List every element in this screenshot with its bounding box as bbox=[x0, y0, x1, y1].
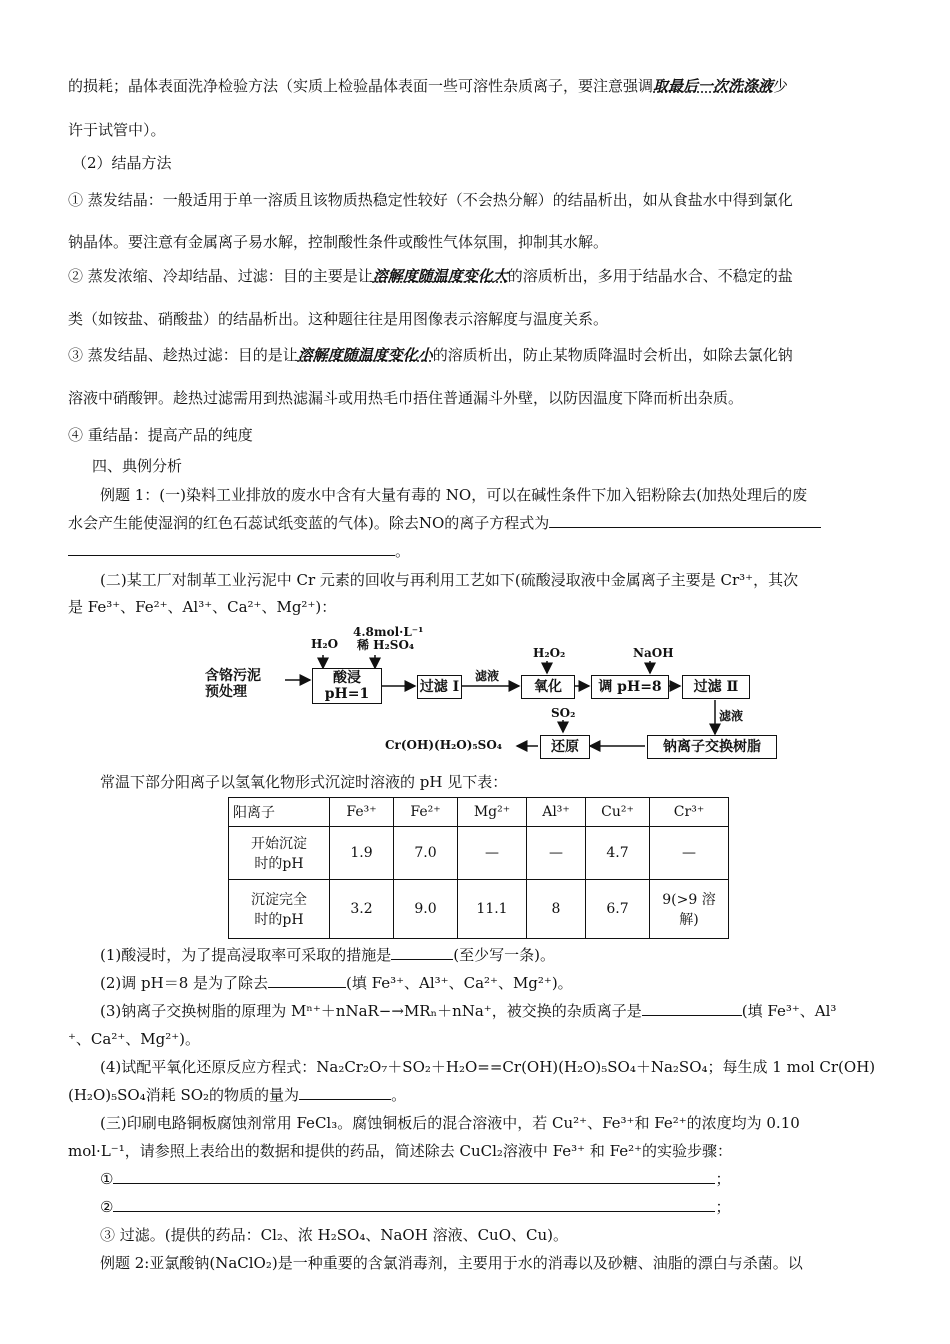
method-2-line: 类（如铵盐、硝酸盐）的结晶析出。这种题往往是用图像表示溶解度与温度关系。 bbox=[68, 310, 609, 328]
question-1: (1)酸浸时，为了提高浸取率可采取的措施是 (至少写一条)。 bbox=[100, 946, 555, 964]
example-line: 水会产生能使湿润的红色石蕊试纸变蓝的气体)。除去NO的离子方程式为 bbox=[68, 513, 882, 533]
table-cell: 4.7 bbox=[586, 827, 650, 880]
example-line: (三)印刷电路铜板腐蚀剂常用 FeCl₃。腐蚀铜板后的混合溶液中，若 Cu²⁺、Fe³⁺和 Fe²⁺的浓度均为 0.10 bbox=[100, 1114, 800, 1132]
table-row bbox=[229, 827, 729, 880]
table-header-cell: Cr³⁺ bbox=[650, 798, 729, 827]
question-3: (3)钠离子交换树脂的原理为 Mⁿ⁺＋nNaR−→MRₙ＋nNa⁺，被交换的杂质离子是 (填 Fe³⁺、Al³ bbox=[100, 1002, 837, 1020]
table-cell: 9.0 bbox=[394, 880, 458, 939]
filter-1-step: 过滤 Ⅰ bbox=[417, 675, 462, 699]
step-line: ③ 过滤。(提供的药品：Cl₂、浓 H₂SO₄、NaOH 溶液、CuO、Cu)。 bbox=[100, 1226, 568, 1244]
answer-blank[interactable] bbox=[68, 541, 395, 556]
water-reagent-label: H₂O bbox=[311, 637, 339, 651]
method-3-line: ③ 蒸发结晶、趁热过滤：目的是让溶解度随温度变化小的溶质析出，防止某物质降温时会析出，如除去氯化钠 bbox=[68, 346, 793, 364]
answer-blank[interactable] bbox=[549, 513, 821, 528]
example-line: 例题 1：(一)染料工业排放的废水中含有大量有毒的 NO，可以在碱性条件下加入铝粉除去(加热处理后的废 bbox=[100, 486, 808, 504]
table-cell: — bbox=[458, 827, 527, 880]
filtrate-2-label: 滤液 bbox=[719, 709, 744, 723]
reduce-step: 还原 bbox=[540, 735, 590, 759]
acid-leach-step: 酸浸 pH=1 bbox=[312, 668, 382, 704]
table-cell: 9(>9 溶 解) bbox=[650, 880, 729, 939]
answer-blank[interactable] bbox=[113, 1169, 715, 1184]
table-header-cell: Cu²⁺ bbox=[586, 798, 650, 827]
paragraph-line: 的损耗；晶体表面洗净检验方法（实质上检验晶体表面一些可溶性杂质离子，要注意强调取最后一次洗涤液少 bbox=[68, 77, 789, 95]
step-line: ① ； bbox=[100, 1170, 731, 1188]
h2o2-reagent-label: H₂O₂ bbox=[533, 646, 566, 660]
table-row-label: 开始沉淀 时的pH bbox=[229, 827, 330, 880]
example-line: 是 Fe³⁺、Fe²⁺、Al³⁺、Ca²⁺、Mg²⁺)： bbox=[68, 598, 337, 616]
example-line: 。 bbox=[68, 541, 882, 561]
section-heading: 四、典例分析 bbox=[92, 457, 183, 475]
question-2: (2)调 pH＝8 是为了除去 (填 Fe³⁺、Al³⁺、Ca²⁺、Mg²⁺)。 bbox=[100, 974, 573, 992]
answer-blank[interactable] bbox=[391, 945, 453, 960]
naoh-reagent-label: NaOH bbox=[633, 646, 674, 660]
flow-start-label: 含铬污泥 预处理 bbox=[205, 668, 261, 700]
table-row-label: 沉淀完全 时的pH bbox=[229, 880, 330, 939]
adjust-ph-step: 调 pH=8 bbox=[591, 675, 669, 699]
answer-blank[interactable] bbox=[642, 1001, 742, 1016]
table-cell: 8 bbox=[527, 880, 586, 939]
emphasis-text: 溶解度随温度变化小 bbox=[297, 346, 433, 364]
process-flow-diagram bbox=[205, 625, 785, 763]
filter-2-step: 过滤 Ⅱ bbox=[682, 675, 750, 699]
table-cell: — bbox=[650, 827, 729, 880]
filtrate-1-label: 滤液 bbox=[475, 669, 500, 683]
paragraph-line: 许于试管中）。 bbox=[68, 121, 166, 139]
method-2-line: ② 蒸发浓缩、冷却结晶、过滤：目的主要是让溶解度随温度变化大的溶质析出，多用于结晶水合、不稳定的盐 bbox=[68, 267, 793, 285]
precipitation-ph-table bbox=[228, 797, 729, 939]
so2-reagent-label: SO₂ bbox=[551, 706, 576, 720]
method-1-line: ① 蒸发结晶：一般适用于单一溶质且该物质热稳定性较好（不会热分解）的结晶析出，如从食盐水中得到氯化 bbox=[68, 191, 793, 209]
example-line: (二)某工厂对制革工业污泥中 Cr 元素的回收与再利用工艺如下(硫酸浸取液中金属离子主要是 Cr³⁺，其次 bbox=[100, 571, 799, 589]
table-cell: 3.2 bbox=[330, 880, 394, 939]
table-cell: — bbox=[527, 827, 586, 880]
ion-exchange-resin-step: 钠离子交换树脂 bbox=[647, 735, 777, 759]
table-row bbox=[229, 798, 729, 827]
acid-reagent-label: 稀 H₂SO₄ bbox=[357, 638, 415, 652]
question-3: ⁺、Ca²⁺、Mg²⁺)。 bbox=[68, 1030, 201, 1048]
table-intro: 常温下部分阳离子以氢氧化物形式沉淀时溶液的 pH 见下表： bbox=[100, 773, 508, 791]
product-label: Cr(OH)(H₂O)₅SO₄ bbox=[385, 738, 503, 752]
answer-blank[interactable] bbox=[113, 1197, 715, 1212]
acid-concentration-label: 4.8mol·L⁻¹ bbox=[353, 625, 424, 639]
example-line: mol·L⁻¹，请参照上表给出的数据和提供的药品，简述除去 CuCl₂溶液中 Fe³⁺ 和 Fe²⁺的实验步骤： bbox=[68, 1142, 733, 1160]
emphasis-text: 取最后一次洗涤液 bbox=[653, 77, 774, 95]
table-row bbox=[229, 880, 729, 939]
method-1-line: 钠晶体。要注意有金属离子易水解，控制酸性条件或酸性气体氛围，抑制其水解。 bbox=[68, 233, 609, 251]
question-4: (H₂O)₅SO₄消耗 SO₂的物质的量为 。 bbox=[68, 1086, 407, 1104]
table-header-cell: Al³⁺ bbox=[527, 798, 586, 827]
table-cell: 1.9 bbox=[330, 827, 394, 880]
subsection-heading: （2）结晶方法 bbox=[72, 154, 172, 172]
table-header-cell: Mg²⁺ bbox=[458, 798, 527, 827]
example-line: 例题 2:亚氯酸钠(NaClO₂)是一种重要的含氯消毒剂，主要用于水的消毒以及砂糖、油脂的漂白与杀菌。以 bbox=[100, 1254, 803, 1272]
method-3-line: 溶液中硝酸钾。趁热过滤需用到热滤漏斗或用热毛巾捂住普通漏斗外壁，以防因温度下降而析出杂质。 bbox=[68, 389, 744, 407]
emphasis-text: 溶解度随温度变化大 bbox=[372, 267, 508, 285]
table-header-cell: Fe³⁺ bbox=[330, 798, 394, 827]
method-4-line: ④ 重结晶：提高产品的纯度 bbox=[68, 426, 253, 444]
table-cell: 11.1 bbox=[458, 880, 527, 939]
question-4: (4)试配平氧化还原反应方程式：Na₂Cr₂O₇＋SO₂＋H₂O==Cr(OH)(H₂O)₅SO₄＋Na₂SO₄；每生成 1 mol Cr(OH) bbox=[100, 1058, 876, 1076]
answer-blank[interactable] bbox=[299, 1085, 391, 1100]
step-line: ② ； bbox=[100, 1198, 731, 1216]
table-header-cell: Fe²⁺ bbox=[394, 798, 458, 827]
table-cell: 7.0 bbox=[394, 827, 458, 880]
oxidize-step: 氧化 bbox=[521, 675, 575, 699]
answer-blank[interactable] bbox=[268, 973, 346, 988]
table-header-cell: 阳离子 bbox=[229, 798, 330, 827]
table-cell: 6.7 bbox=[586, 880, 650, 939]
